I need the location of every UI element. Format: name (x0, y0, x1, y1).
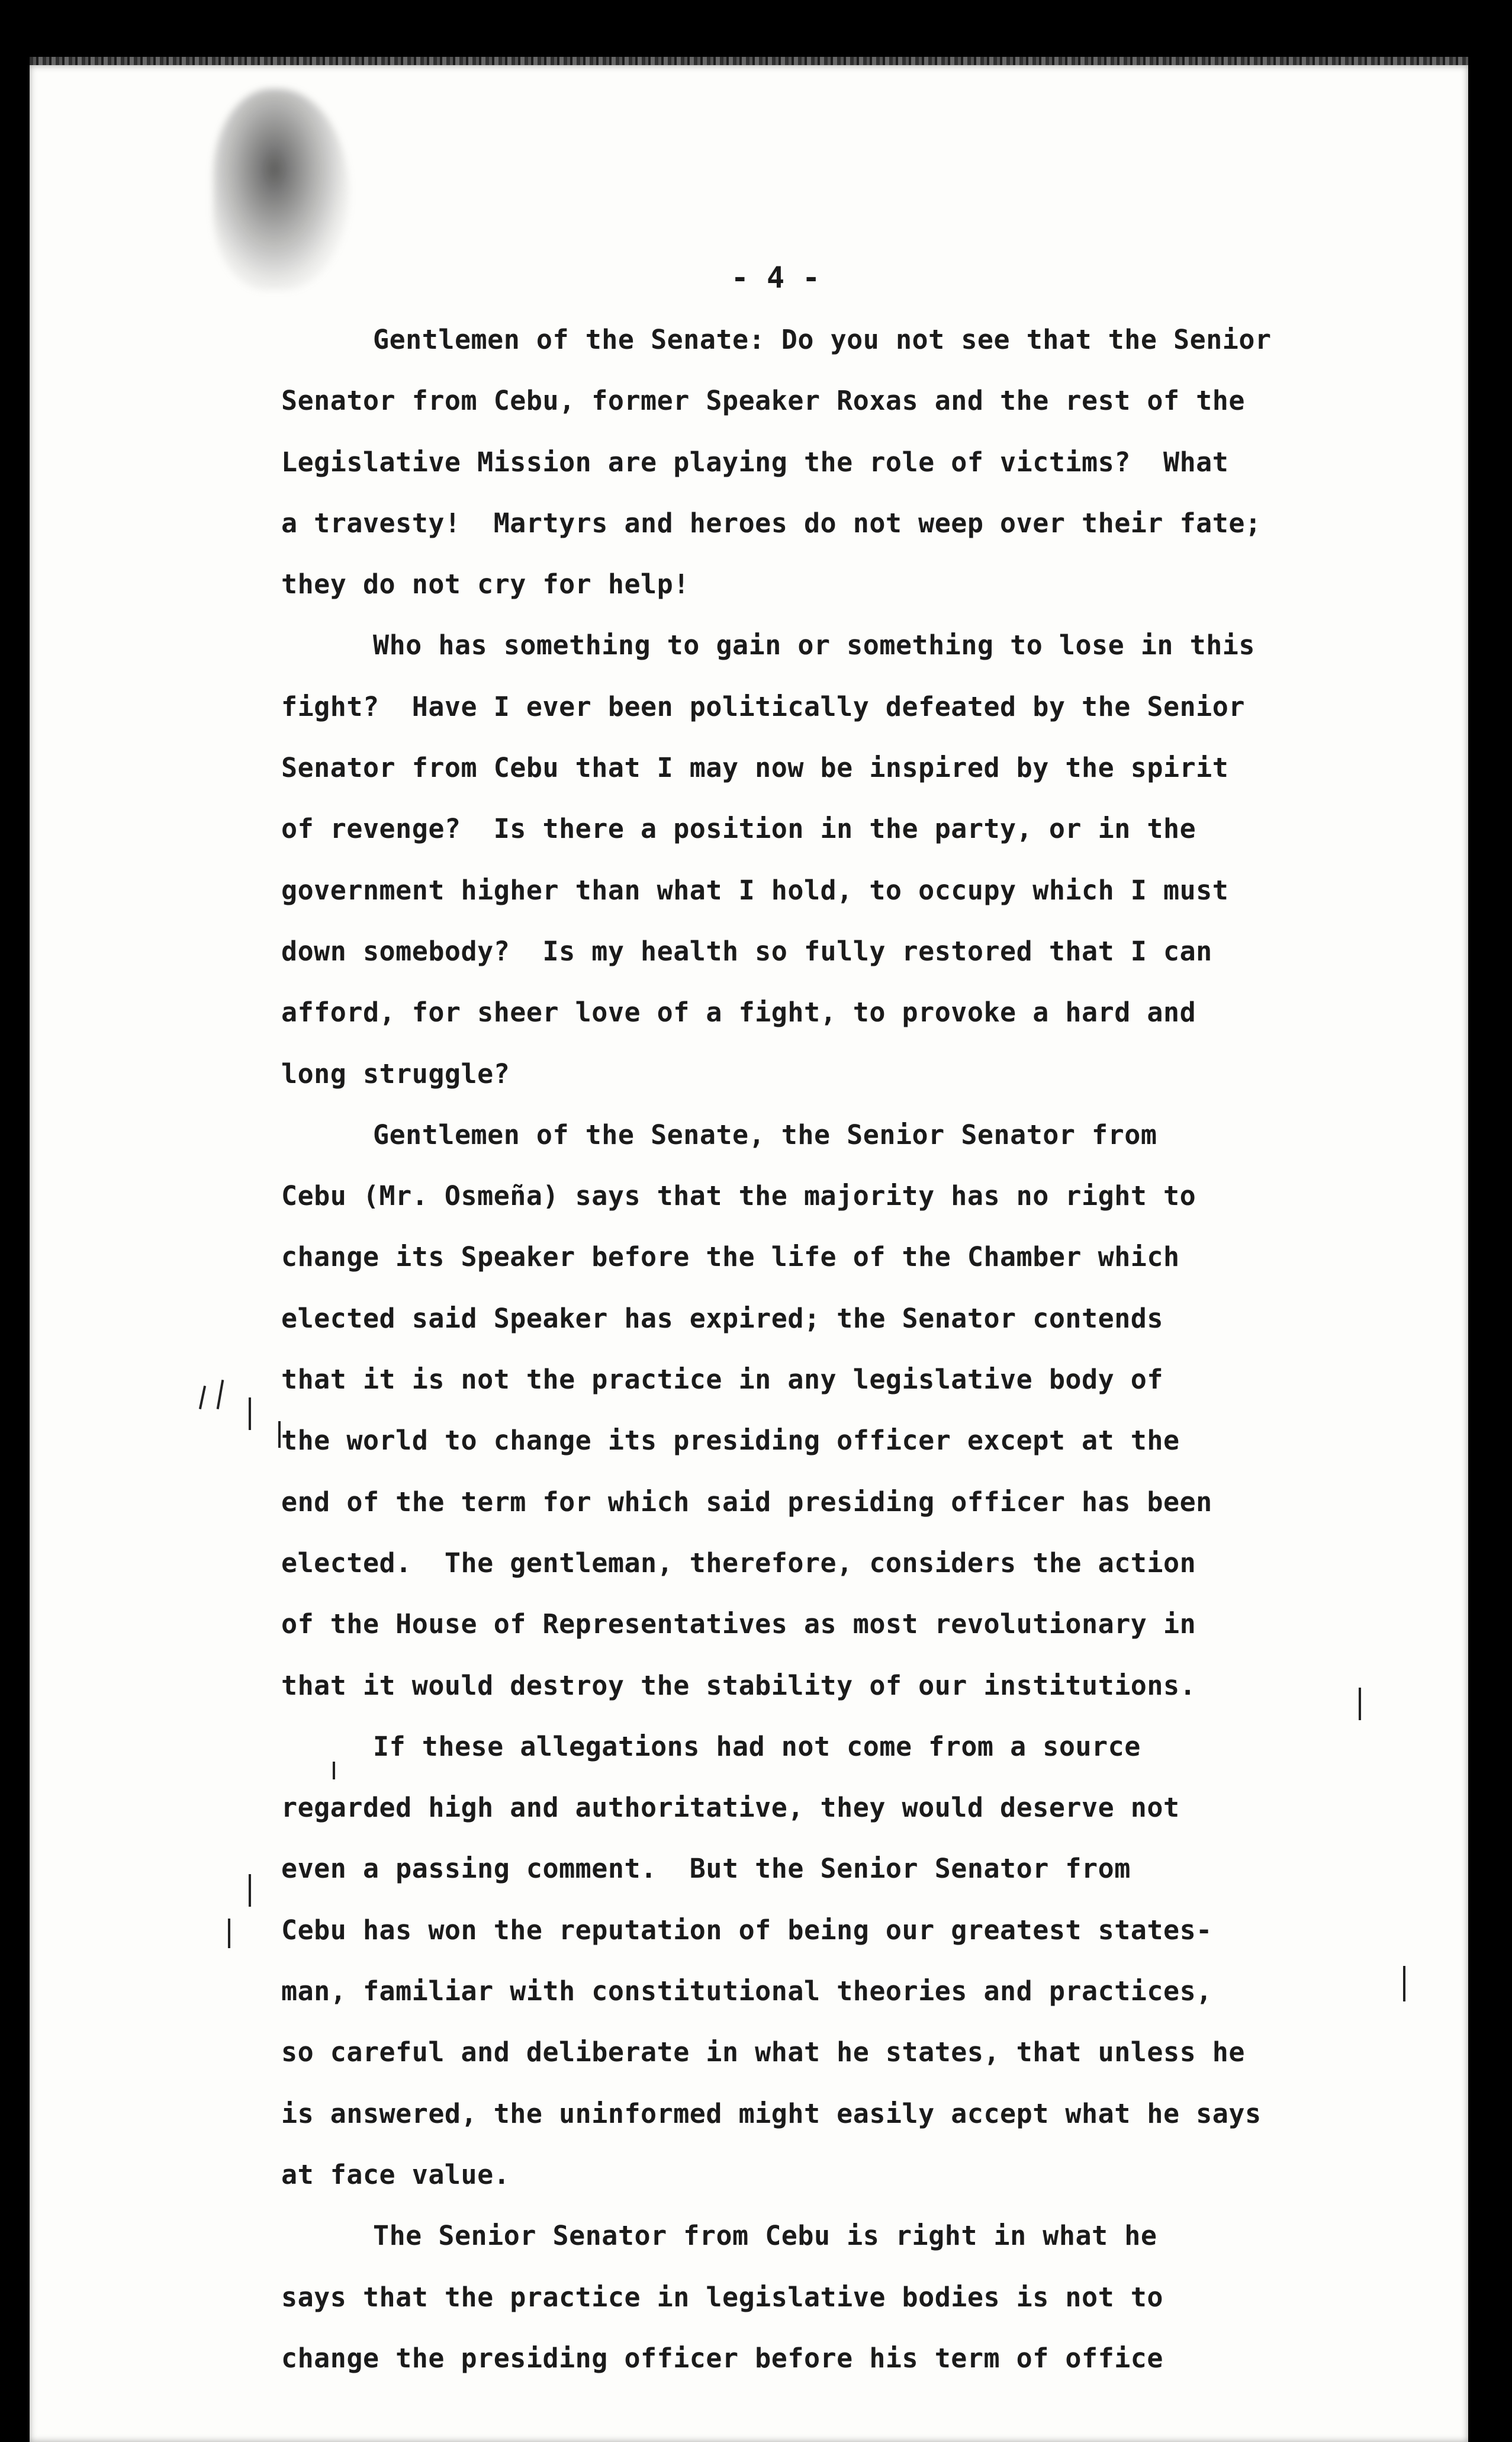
text-line: Senator from Cebu, former Speaker Roxas and the rest of the (281, 385, 1245, 417)
text-line: man, familiar with constitutional theories and practices, (281, 1975, 1212, 2007)
text-line: government higher than what I hold, to occupy which I must (281, 874, 1229, 906)
text-line: regarded high and authoritative, they would deserve not (281, 1792, 1180, 1824)
text-line: of the House of Representatives as most revolutionary in (281, 1608, 1196, 1640)
text-line: Who has something to gain or something to lose in this (373, 629, 1255, 661)
body-text (281, 309, 1394, 2389)
text-line: If these allegations had not come from a source (373, 1730, 1141, 1762)
text-line: elected said Speaker has expired; the Senator contends (281, 1302, 1163, 1334)
text-line: they do not cry for help! (281, 568, 690, 600)
text-line: afford, for sheer love of a fight, to provoke a hard and (281, 997, 1196, 1029)
text-line: Gentlemen of the Senate, the Senior Senator from (373, 1119, 1157, 1151)
text-line: Gentlemen of the Senate: Do you not see that the Senior (373, 324, 1272, 355)
margin-mark (1359, 1688, 1361, 1720)
text-line: that it is not the practice in any legislative body of (281, 1364, 1163, 1396)
text-line: Cebu (Mr. Osmeña) says that the majority has no right to (281, 1180, 1196, 1212)
text-line: Legislative Mission are playing the role of victims? What (281, 446, 1229, 478)
text-line: says that the practice in legislative bodies is not to (281, 2281, 1163, 2313)
text-line: of revenge? Is there a position in the party, or in the (281, 813, 1196, 845)
text-line: the world to change its presiding officer except at the (281, 1425, 1180, 1457)
text-line: that it would destroy the stability of our institutions. (281, 1669, 1196, 1701)
margin-mark (249, 1874, 251, 1907)
text-line: Senator from Cebu that I may now be inspired by the spirit (281, 752, 1229, 784)
margin-mark (228, 1919, 230, 1948)
margin-mark (1403, 1966, 1405, 2001)
text-line: down somebody? Is my health so fully restored that I can (281, 935, 1212, 967)
text-line: The Senior Senator from Cebu is right in what he (373, 2220, 1157, 2252)
margin-mark (278, 1421, 281, 1448)
text-line: a travesty! Martyrs and heroes do not weep over their fate; (281, 507, 1262, 539)
text-line: even a passing comment. But the Senior Senator from (281, 1853, 1131, 1885)
page-number: - 4 - (731, 261, 821, 295)
text-line: so careful and deliberate in what he states, that unless he (281, 2036, 1245, 2068)
text-line: end of the term for which said presiding officer has been (281, 1486, 1212, 1518)
text-line: change the presiding officer before his term of office (281, 2342, 1163, 2374)
text-line: elected. The gentleman, therefore, considers the action (281, 1547, 1196, 1579)
margin-mark (333, 1762, 335, 1779)
text-line: change its Speaker before the life of the Chamber which (281, 1241, 1180, 1273)
text-line: at face value. (281, 2158, 510, 2190)
text-line: fight? Have I ever been politically defeated by the Senior (281, 690, 1245, 722)
text-line: is answered, the uninformed might easily accept what he says (281, 2097, 1262, 2129)
margin-mark (249, 1397, 251, 1430)
text-line: long struggle? (281, 1058, 510, 1090)
text-line: Cebu has won the reputation of being our greatest states- (281, 1914, 1212, 1946)
